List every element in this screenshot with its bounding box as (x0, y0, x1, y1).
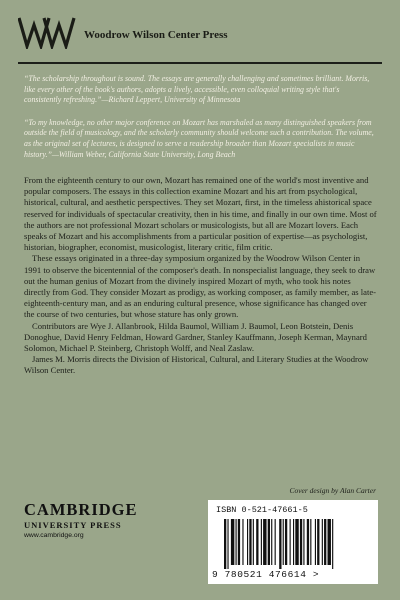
imprint-subtitle: UNIVERSITY PRESS (24, 520, 122, 530)
body-paragraph: Contributors are Wye J. Allanbrook, Hilda Baumol, William J. Baumol, Leon Botstein, Denis Donoghue, David Henry Feldman, Howard Gardner, Stanley Kauffmann, Joseph Kerman, Maynard Solomon, Michael P. Steinberg, Christoph Wolff, and Neal Zaslaw. (24, 320, 367, 354)
body-paragraph: These essays originated in a three-day symposium organized by the Woodrow Wilson Center in 1991 to observe the bicentennial of the composer's death. In nonspecialist language, they seek to draw out the human genius of Mozart from the divinely inspired Mozart of myth, who took his notes directly from God. They consider Mozart as prodigy, as working composer, as family member, as late-eighteenth-century man, and as an enduring cultural presence, whose significance has changed over the course of two centuries, but whose stature has only grown. (24, 253, 377, 320)
barcode-icon (224, 519, 374, 569)
quote-text: “The scholarship throughout is sound. The essays are generally challenging and sometimes brilliant. Morris, like every other of the book's authors, adopts a lively, accessible, even colloquial writing style that's consistently refreshing.” (24, 74, 370, 105)
description-body (24, 175, 378, 377)
press-name: Woodrow Wilson Center Press (84, 29, 228, 41)
barcode-digits: 9 780521 476614 > (212, 569, 320, 580)
publisher-header (18, 14, 382, 50)
cover-credit: Cover design by Alan Carter (289, 486, 376, 495)
isbn-block (208, 500, 378, 584)
quote-attribution: —Richard Leppert, University of Minnesota (101, 95, 241, 105)
imprint-name: CAMBRIDGE (24, 500, 138, 519)
publisher-imprint (24, 502, 138, 539)
isbn-label: ISBN 0-521-47661-5 (216, 505, 308, 515)
ww-logo-icon (18, 15, 76, 49)
header-rule (18, 62, 382, 64)
review-quotes (24, 74, 378, 172)
body-paragraph: From the eighteenth century to our own, Mozart has remained one of the world's most inventive and popular composers. The essays in this collection examine Mozart and his art from psychological, historical, cultural, and aesthetic perspectives. They set Mozart, first, in the timeless ahistorical space reserved for individuals of spectacular creativity, then in his time, and finally in our own time. Most of the authors are not professional Mozart scholars or musicologists, but all are Mozart lovers. Each speaks of Mozart and his accomplishments from a particular position of expertise—as psychologist, historian, biographer, economist, musicologist, literary critic, film critic. (24, 175, 377, 253)
quote-text: “To my knowledge, no other major conference on Mozart has marshaled as many distinguished speakers from outside the field of musicology, and the scholarly community should welcome such a contribution. The volume, as the original set of lectures, is designed to serve a readership broader than Mozart specialists in music history.” (24, 117, 374, 159)
review-quote (24, 118, 378, 160)
imprint-url: www.cambridge.org (24, 532, 84, 539)
review-quote (24, 74, 378, 106)
quote-attribution: —William Weber, California State University, Long Beach (51, 149, 236, 159)
body-paragraph: James M. Morris directs the Division of Historical, Cultural, and Literary Studies at the Woodrow Wilson Center. (24, 354, 369, 376)
